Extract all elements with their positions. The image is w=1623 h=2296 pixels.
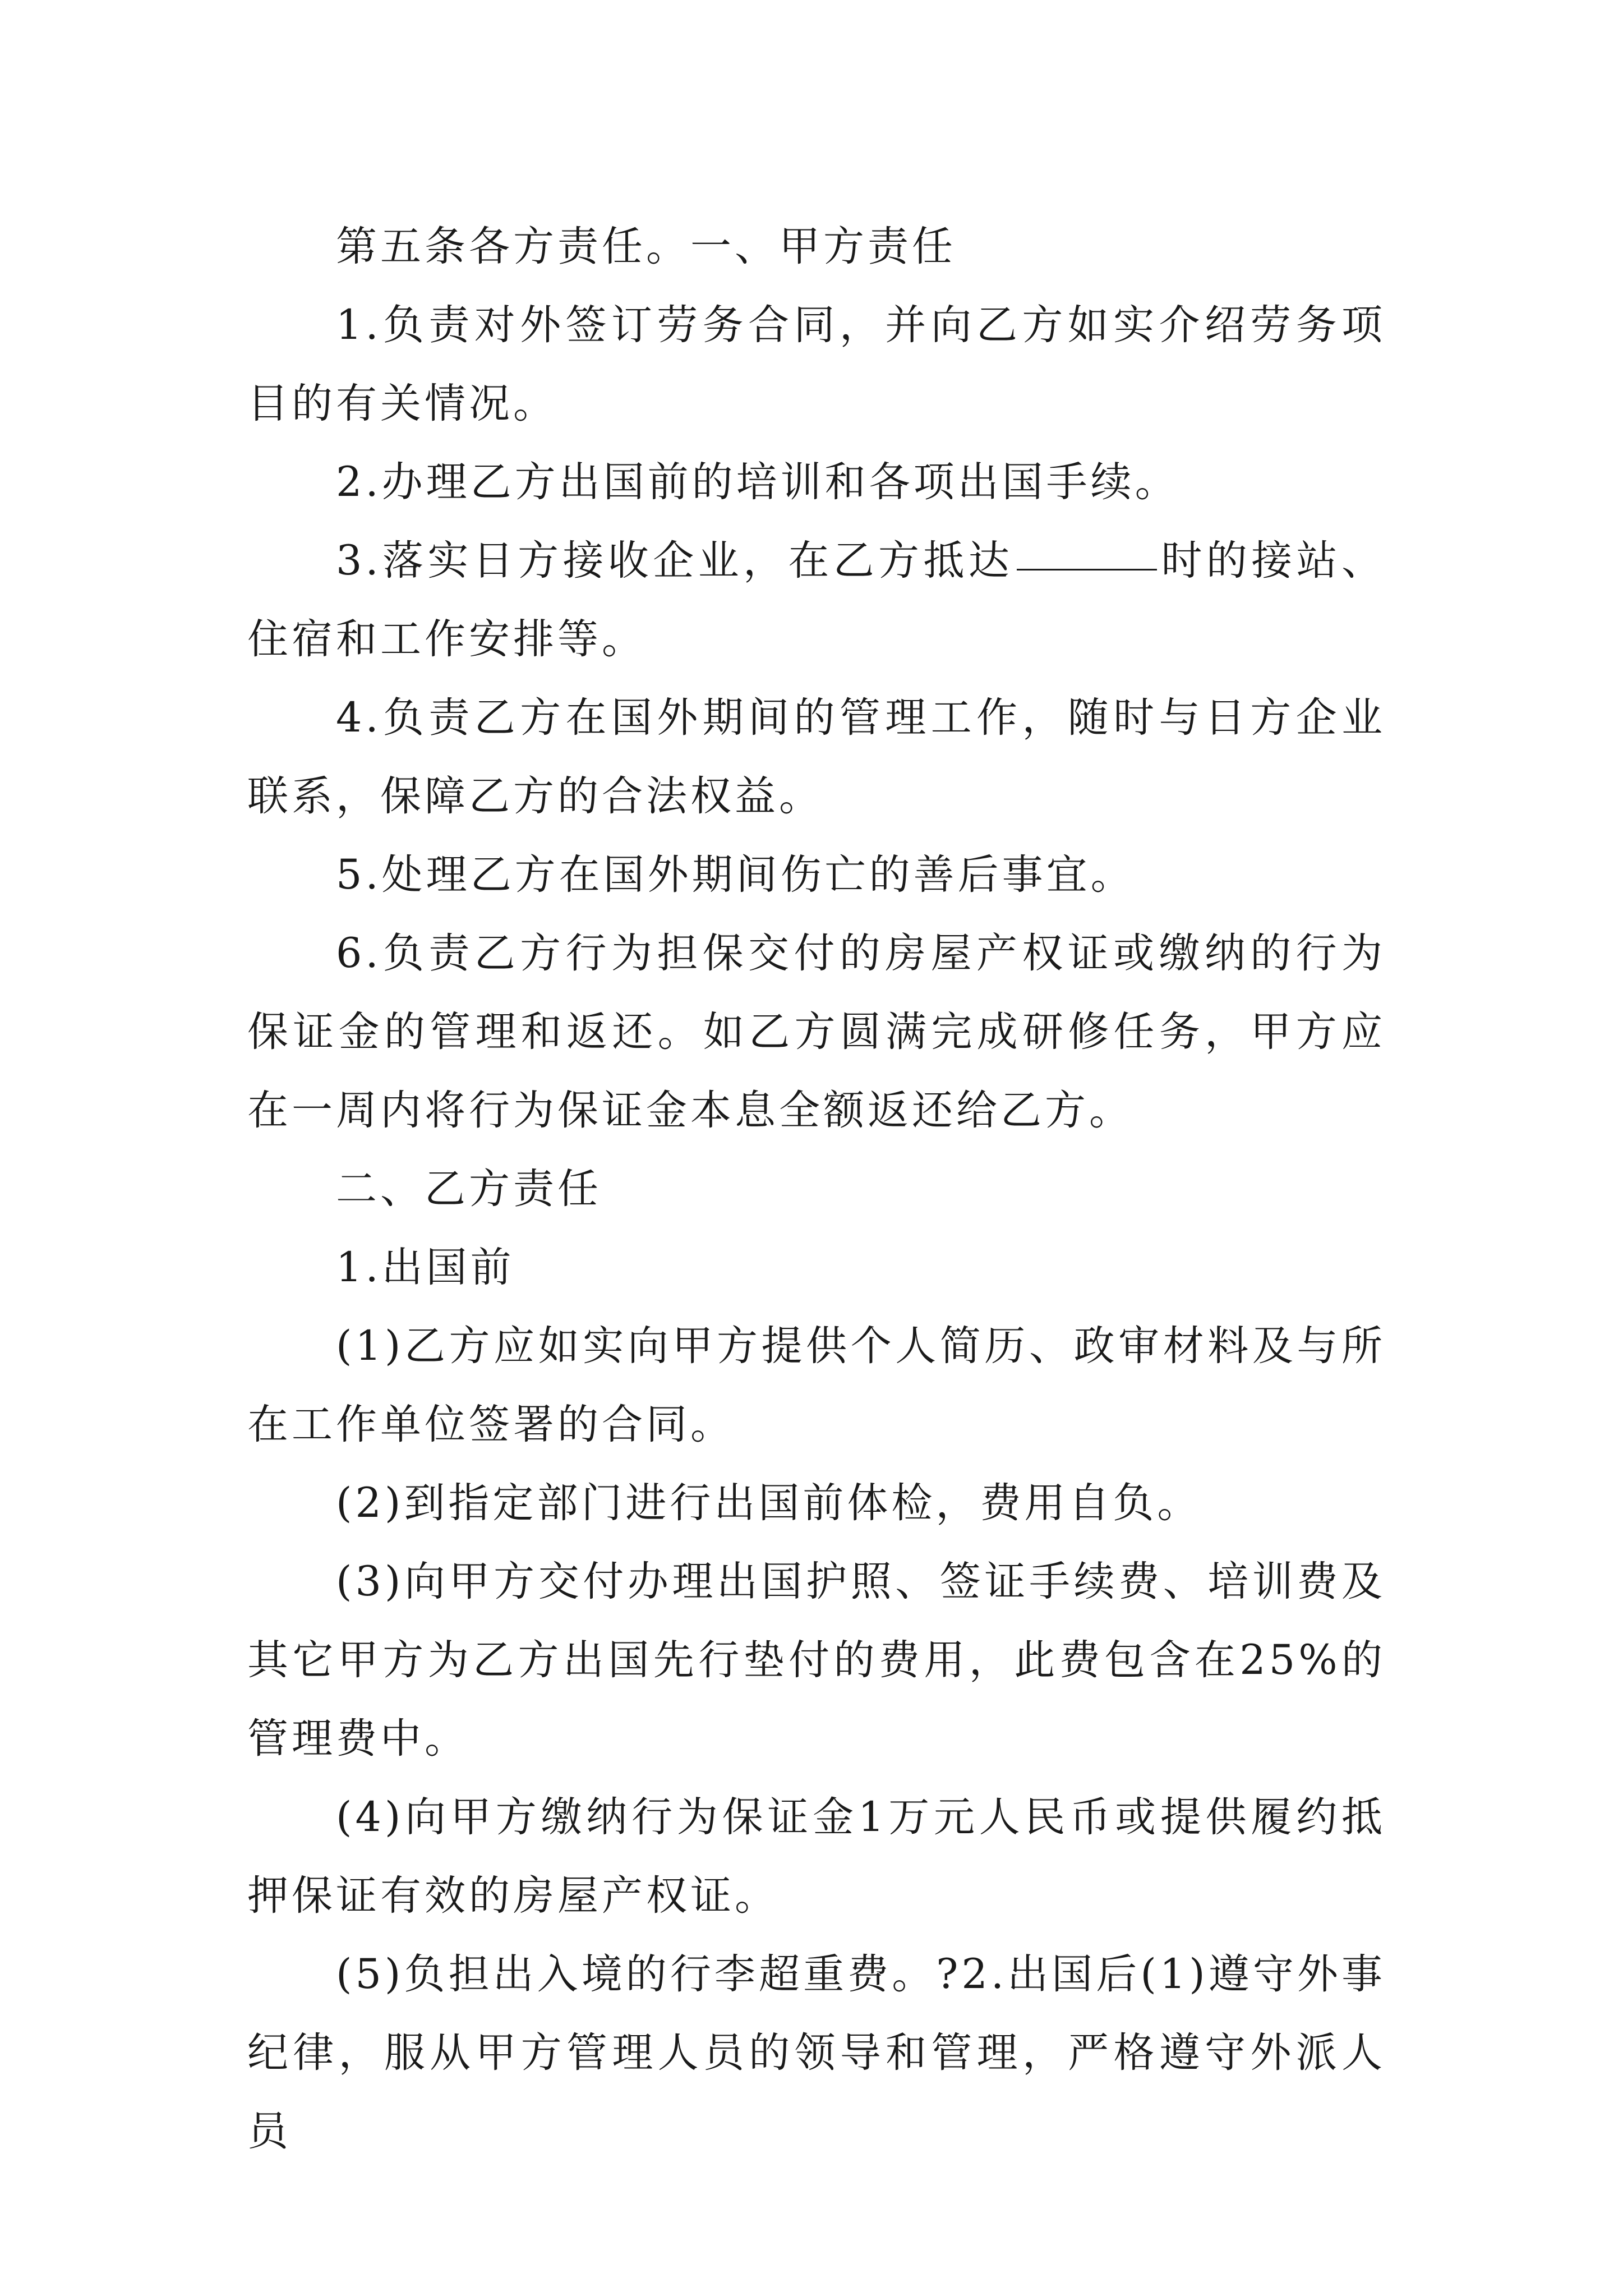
paragraph-a6: 6.负责乙方行为担保交付的房屋产权证或缴纳的行为保证金的管理和返还。如乙方圆满完成研修任务，甲方应在一周内将行为保证金本息全额返还给乙方。 (247, 930, 1386, 1134)
fill-in-blank (1017, 568, 1157, 570)
section-heading-party-a: 第五条各方责任。一、甲方责任 (336, 223, 956, 270)
paragraph-b5: (5)负担出入境的行李超重费。?2.出国后(1)遵守外事纪律，服从甲方管理人员的领导和管理，严格遵守外派人员 (247, 1950, 1386, 2155)
paragraph-a3-before: 3.落实日方接收企业，在乙方抵达 (336, 537, 1014, 585)
subheading-before-departure: 1.出国前 (336, 1244, 515, 1291)
section-heading-party-b: 二、乙方责任 (336, 1165, 602, 1213)
paragraph-a1: 1.负责对外签订劳务合同，并向乙方如实介绍劳务项目的有关情况。 (247, 301, 1386, 427)
paragraph-b4: (4)向甲方缴纳行为保证金1万元人民币或提供履约抵押保证有效的房屋产权证。 (247, 1793, 1386, 1920)
paragraph-a3-after: 时的接站、住宿和工作安排等。 (247, 537, 1386, 663)
paragraph-b2: (2)到指定部门进行出国前体检，费用自负。 (336, 1479, 1202, 1527)
paragraph-b3: (3)向甲方交付办理出国护照、签证手续费、培训费及其它甲方为乙方出国先行垫付的费用，此费包含在25%的管理费中。 (247, 1558, 1386, 1763)
paragraph-a2: 2.办理乙方出国前的培训和各项出国手续。 (336, 458, 1179, 506)
paragraph-a5: 5.处理乙方在国外期间伤亡的善后事宜。 (336, 851, 1135, 899)
paragraph-b1: (1)乙方应如实向甲方提供个人简历、政审材料及与所在工作单位签署的合同。 (247, 1322, 1386, 1448)
paragraph-a4: 4.负责乙方在国外期间的管理工作，随时与日方企业联系，保障乙方的合法权益。 (247, 694, 1386, 820)
document-body (247, 208, 1386, 2171)
paragraph-a3 (247, 522, 1386, 679)
